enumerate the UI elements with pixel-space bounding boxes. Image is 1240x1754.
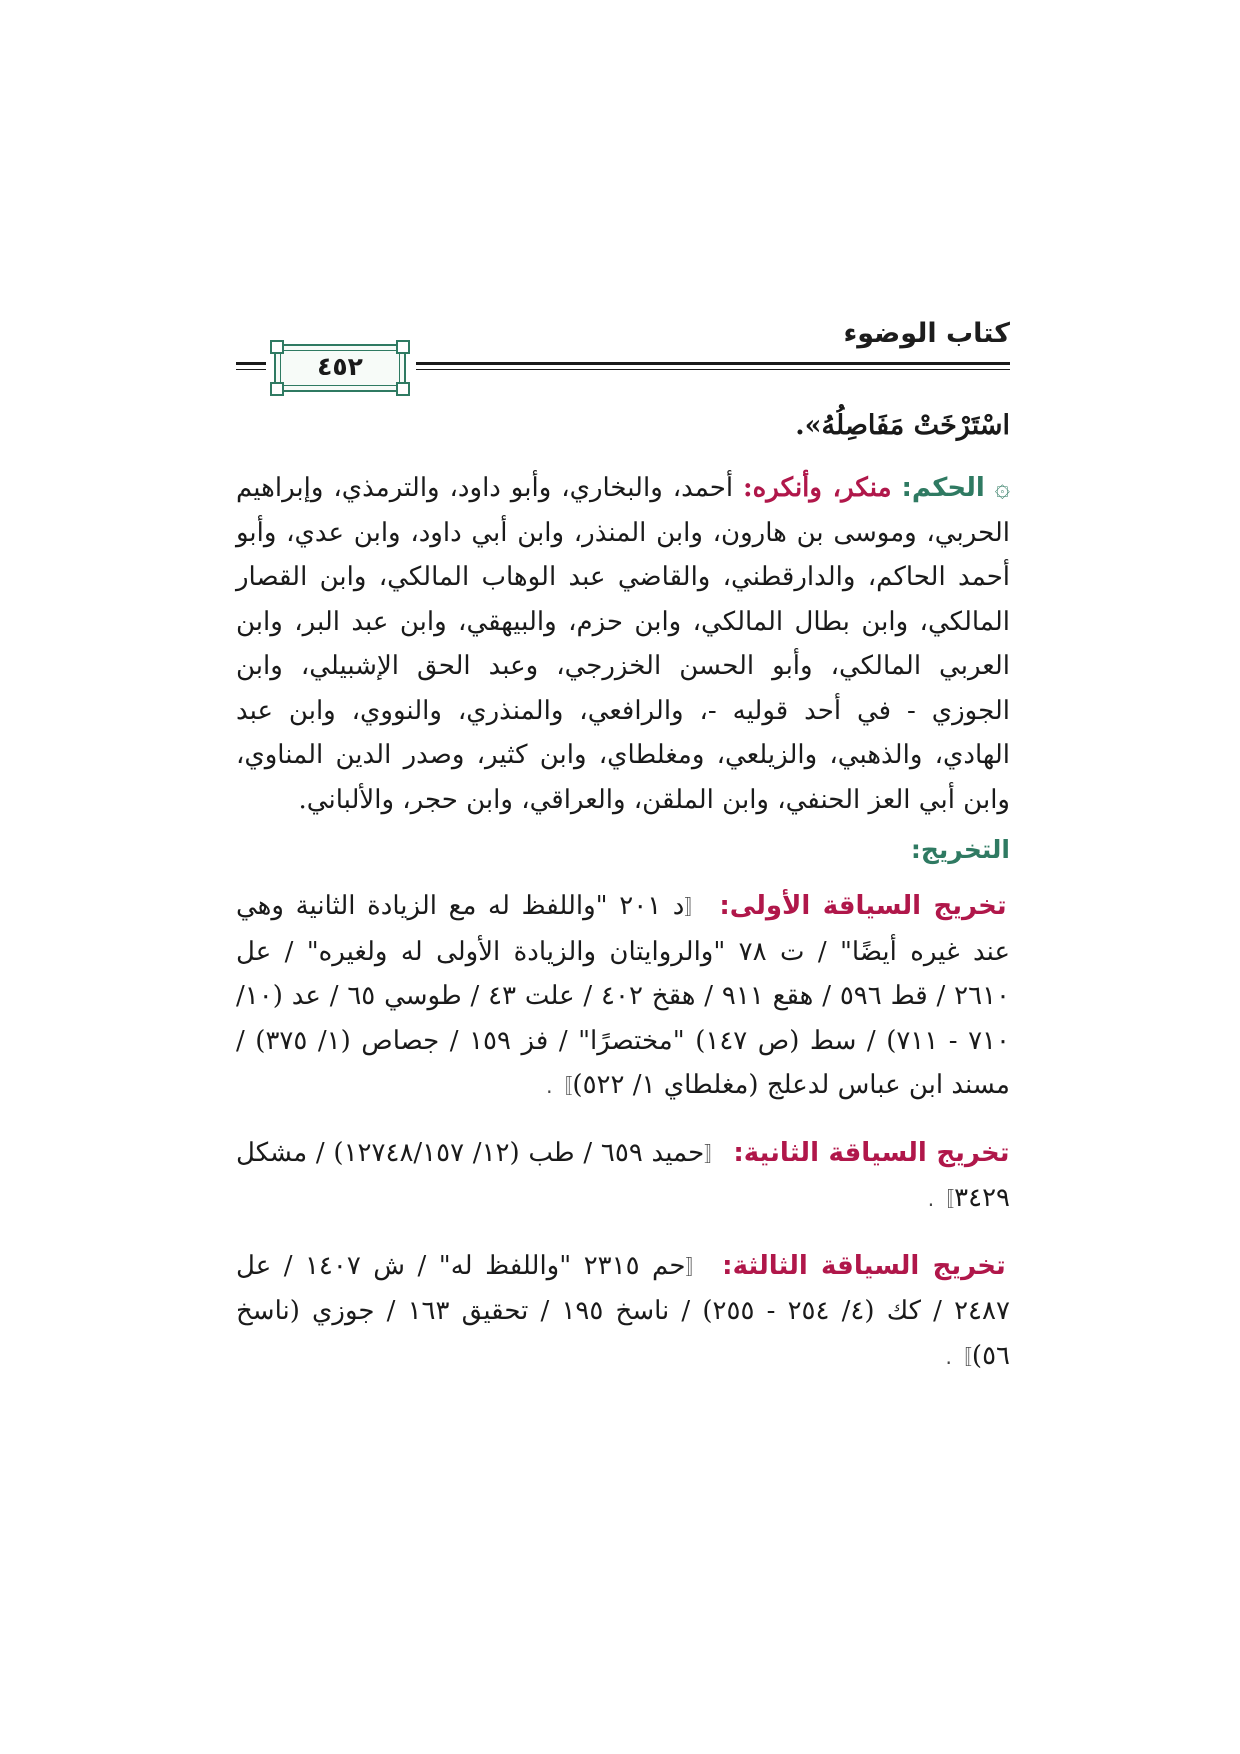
open-bracket: 〚 (685, 1254, 710, 1279)
page-number-frame (274, 344, 406, 392)
takhrij-text: د ٢٠١ "واللفظ له مع الزيادة الثانية وهي عند غيره أيضًا" / ت ٧٨ "والروايتان والزيادة الأولى له ولغيره" / عل ٢٦١٠ / قط ٥٩٦ / هقع ٩١١ / هقخ ٤٠٢ / علت ٤٣ / طوسي ٦٥ / عد (١٠/ ٧١٠ - ٧١١) / سط (ص ١٤٧) "مختصرًا" / فز ١٥٩ / جصاص (١/ ٣٧٥) / مسند ابن عباس لدعلج (مغلطاي ١/ ٥٢٢) (236, 891, 1010, 1100)
open-bracket: 〚 (684, 895, 708, 919)
header-rule (416, 369, 1010, 370)
header-rule (236, 362, 266, 365)
hadith-ending: اسْتَرْخَتْ مَفَاصِلُهُ». (795, 410, 1010, 441)
takhrij-item (236, 884, 1010, 1109)
flower-ornament-icon: ۞ (994, 473, 1011, 503)
close-bracket: 〛. (546, 1074, 573, 1098)
takhrij-text: حميد ٦٥٩ / طب (١٢/ ١٢٧٤٨/١٥٧) / مشكل ٣٤٢٩ (236, 1137, 1010, 1213)
page (236, 300, 1010, 1379)
takhrij-label: تخريج السياقة الثالثة: (722, 1250, 1006, 1281)
takhrij-heading: التخريج: (910, 835, 1010, 864)
close-bracket: 〛. (945, 1344, 972, 1369)
ruling-label: الحكم: (901, 473, 985, 503)
book-title: كتاب الوضوء (843, 318, 1010, 349)
takhrij-label: تخريج السياقة الأولى: (719, 891, 1007, 921)
ruling-text: أحمد، والبخاري، وأبو داود، والترمذي، وإبراهيم الحربي، وموسى بن هارون، وابن المنذر، وابن أبي داود، وابن عدي، وأبو أحمد الحاكم، والدارقطني، والقاضي عبد الوهاب المالكي، وابن القصار المالكي، وابن بطال المالكي، وابن حزم، والبيهقي، وابن عبد البر، وابن العربي المالكي، وأبو الحسن الخزرجي، وعبد الحق الإشبيلي، وابن الجوزي - في أحد قوليه -، والرافعي، والمنذري، والنووي، وابن عبد الهادي، والذهبي، والزيلعي، ومغلطاي، وابن كثير، وصدر الدين المناوي، وابن أبي العز الحنفي، وابن الملقن، والعراقي، وابن حجر، والألباني. (236, 473, 1010, 815)
takhrij-text: حم ٢٣١٥ "واللفظ له" / ش ١٤٠٧ / عل ٢٤٨٧ / كك (٤/ ٢٥٤ - ٢٥٥) / ناسخ ١٩٥ / تحقيق ١٦٣ / جوزي (ناسخ ٥٦) (236, 1250, 1010, 1371)
takhrij-item (236, 1244, 1010, 1380)
page-header (236, 300, 1010, 390)
frame-corner (396, 382, 410, 396)
header-rule (236, 369, 266, 370)
ruling-verdict: منكر، وأنكره: (743, 473, 892, 503)
takhrij-item (236, 1131, 1010, 1222)
ruling-paragraph (236, 466, 1010, 822)
page-number: ٤٥٢ (317, 352, 363, 381)
takhrij-label: تخريج السياقة الثانية: (733, 1137, 1010, 1168)
open-bracket: 〚 (704, 1141, 725, 1166)
frame-corner (270, 382, 284, 396)
close-bracket: 〛. (927, 1187, 955, 1211)
header-rule (416, 362, 1010, 365)
